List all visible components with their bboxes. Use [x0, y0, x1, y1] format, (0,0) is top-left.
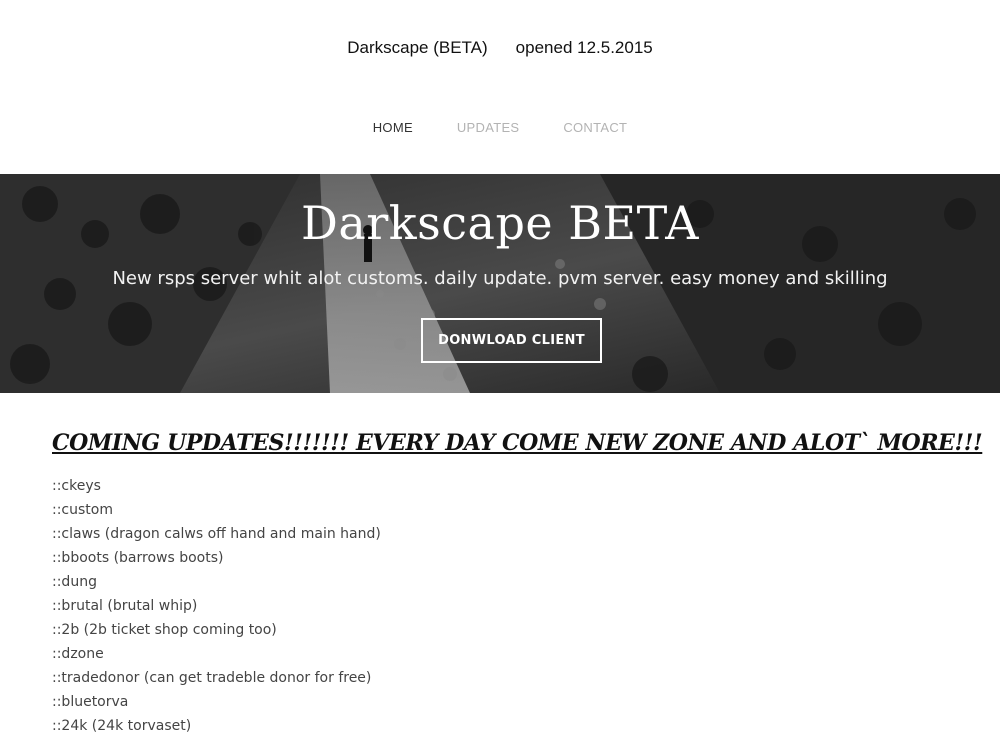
hero-title: Darkscape BETA	[300, 196, 700, 250]
nav-item-updates[interactable]: UPDATES	[456, 120, 520, 135]
site-title[interactable]	[0, 38, 1000, 58]
list-item: ::24k (24k torvaset)	[52, 718, 192, 734]
list-item: ::ckeys	[52, 478, 101, 494]
list-item: ::tradedonor (can get tradeble donor for free)	[52, 670, 372, 686]
site-header	[0, 0, 1000, 174]
list-item: ::bluetorva	[52, 694, 129, 710]
list-item: ::2b (2b ticket shop coming too)	[52, 622, 277, 638]
list-item: ::brutal (brutal whip)	[52, 598, 198, 614]
list-item: ::dung	[52, 574, 97, 590]
nav-item-home[interactable]: HOME	[372, 120, 413, 135]
nav-item-contact[interactable]: CONTACT	[563, 120, 628, 135]
download-client-button[interactable]: DONWLOAD CLIENT	[421, 318, 602, 363]
updates-list	[52, 474, 952, 738]
hero-banner	[0, 174, 1000, 393]
list-item: ::bboots (barrows boots)	[52, 550, 224, 566]
main-nav	[0, 120, 1000, 135]
hero-subtitle: New rsps server whit alot customs. daily update. pvm server. easy money and skilling	[112, 268, 888, 289]
updates-heading: COMING UPDATES!!!!!!! EVERY DAY COME NEW ZONE AND ALOT` MORE!!!	[52, 430, 983, 456]
site-name[interactable]: Darkscape (BETA)	[347, 38, 488, 57]
list-item: ::claws (dragon calws off hand and main hand)	[52, 526, 381, 542]
list-item: ::dzone	[52, 646, 104, 662]
opened-date: opened 12.5.2015	[515, 38, 653, 57]
main-content	[52, 430, 983, 738]
list-item: ::custom	[52, 502, 113, 518]
